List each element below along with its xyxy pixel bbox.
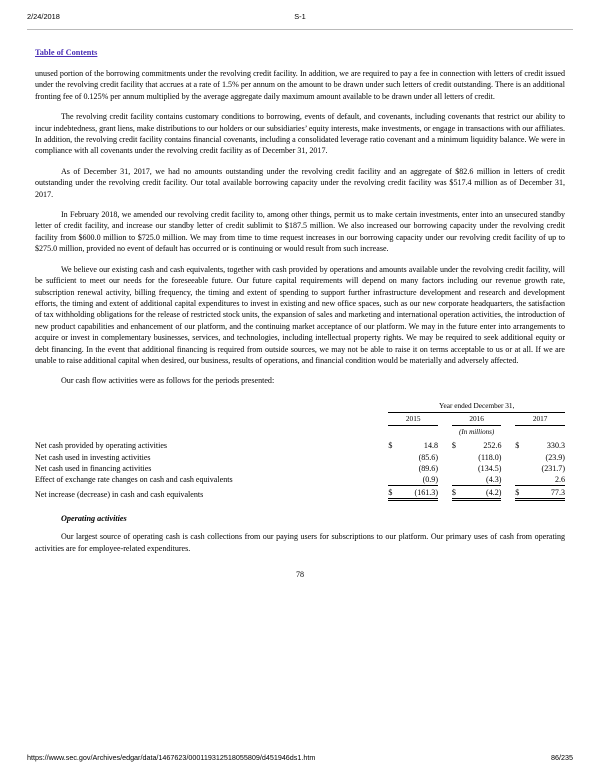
table-group-header-row — [35, 400, 565, 413]
cash-flow-table-body — [35, 440, 565, 500]
total-sym-2015: $ — [388, 486, 398, 500]
table-row — [35, 474, 565, 486]
row-0-val-2016: 252.6 — [483, 441, 502, 451]
row-label: Net cash provided by operating activities — [35, 441, 168, 451]
total-val-2015: (161.3) — [398, 486, 438, 500]
row-2-sym-2015 — [388, 463, 398, 474]
row-1-sym-2017 — [515, 452, 525, 463]
row-0-val-2015: 14.8 — [423, 441, 439, 451]
paragraph-liquidity-outlook: We believe our existing cash and cash equivalents, together with cash provided by operations and amounts available under the revolving credit facility, will be sufficient to meet our needs for the foreseeable future. Our future capital requirements will depend on many factors including our revenue growth rate, subscription renewal activity, billing frequency, the timing and extent of spending to support further infrastructure development and research and development efforts, the timing and extent of additional capital expenditures to invest in existing and new office spaces, such as our new corporate headquarters, the satisfaction of tax withholding obligations for the release of restricted stock units, the expansion of sales and marketing and international operation activities, the introduction of new product capabilities and enhancement of our platform, and the continuing market acceptance of our platform. We may in the future enter into arrangements to acquire or invest in complementary businesses, services, and technologies, including intellectual property rights. We may be required to seek additional equity or debt financing. In the event that additional financing is required from outside sources, we may not be able to raise it on terms acceptable to us or at all. If we are unable to raise additional capital when desired, our business, results of operations, and financial condition would be materially and adversely affected. — [35, 264, 565, 365]
print-header — [0, 12, 600, 26]
print-header-date: 2/24/2018 — [27, 12, 60, 21]
row-1-val-2016: (118.0) — [478, 452, 502, 462]
row-0-sym-2016: $ — [451, 441, 456, 451]
table-row — [35, 440, 565, 451]
paragraph-operating-activities: Our largest source of operating cash is cash collections from our paying users for subscriptions to our platform. Our primary uses of cash from operating activities are for employee-related expenditures. — [35, 532, 565, 553]
row-1-val-2017: (23.9) — [545, 452, 565, 462]
table-total-row — [35, 486, 565, 500]
row-3-val-2016: (4.3) — [486, 474, 502, 484]
row-0-sym-2017: $ — [515, 441, 520, 451]
print-footer-url: https://www.sec.gov/Archives/edgar/data/1467623/000119312518055809/d451946ds1.htm — [27, 753, 316, 762]
row-0-sym-2015: $ — [388, 441, 393, 451]
subsection-heading-operating-activities: Operating activities — [61, 514, 127, 524]
row-3-val-2015: (0.9) — [422, 474, 439, 484]
table-row — [35, 463, 565, 474]
total-sym-2017: $ — [515, 486, 525, 500]
print-footer-page-counter: 86/235 — [551, 753, 573, 762]
paragraph-as-of-december: As of December 31, 2017, we had no amounts outstanding under the revolving credit facility and an aggregate of $82.6 million in letters of credit outstanding under the revolving credit facility. Our total available borrowing capacity under the revolving credit facility was $517.4 million as of December 31, 2017. — [35, 166, 565, 199]
row-2-sym-2016 — [452, 463, 462, 474]
total-val-2017: 77.3 — [525, 486, 565, 500]
document-body — [35, 42, 565, 579]
table-col-2017: 2017 — [515, 412, 565, 425]
table-of-contents-link[interactable]: Table of Contents — [35, 48, 98, 57]
row-label: Net cash used in financing activities — [35, 463, 152, 473]
page-number: 78 — [295, 570, 305, 580]
row-2-val-2015: (89.6) — [418, 463, 439, 473]
total-sym-2016: $ — [452, 486, 462, 500]
paragraph-february-amendment: In February 2018, we amended our revolving credit facility to, among other things, permit us to make certain investments, enter into an unsecured standby letter of credit facility, and increase our standby letter of credit sublimit to $187.5 million. We also increased our borrowing capacity under the revolving credit facility from $600.0 million to $725.0 million. We may from time to time request increases in our borrowing capacity under our revolving credit facility of up to $275.0 million, provided no event of default has occurred or is continuing or would result from such increase. — [35, 210, 565, 254]
cash-flow-table-head — [35, 400, 565, 441]
row-2-val-2017: (231.7) — [541, 463, 565, 473]
row-2-val-2016: (134.5) — [478, 463, 502, 473]
table-group-header: Year ended December 31, — [388, 400, 565, 413]
paragraph-covenants: The revolving credit facility contains customary conditions to borrowing, events of default, and covenants, including covenants that restrict our ability to incur indebtedness, grant liens, make distributions to our holders or our subsidiaries’ equity interests, make investments, or engage in transactions with our affiliates. In addition, the revolving credit facility contains financial covenants, including a consolidated leverage ratio covenant and a minimum liquidity balance. We were in compliance with all covenants under the revolving credit facility as of December 31, 2017. — [35, 112, 566, 156]
total-val-2016: (4.2) — [462, 486, 502, 500]
row-0-val-2017: 330.3 — [546, 441, 565, 451]
header-divider — [27, 29, 573, 30]
paragraph-unused-portion: unused portion of the borrowing commitments under the revolving credit facility. In addition, we are required to pay a fee in connection with letters of credit issued under the revolving credit facility that accrues at a rate of 1.5% per annum on the amount to be drawn under such letters of credit outstanding. There is an additional fronting fee of 0.125% per annum multiplied by the average aggregate daily maximum amount available to be drawn under all letters of credit. — [35, 69, 565, 101]
table-col-2015: 2015 — [388, 412, 438, 425]
print-footer — [0, 753, 600, 767]
row-1-sym-2015 — [388, 452, 398, 463]
row-3-sym-2016 — [452, 474, 462, 486]
paragraph-cash-flow-intro: Our cash flow activities were as follows for the periods presented: — [61, 376, 275, 386]
table-col-2016: 2016 — [452, 412, 502, 425]
row-label: Effect of exchange rate changes on cash and cash equivalents — [35, 475, 233, 485]
row-2-sym-2017 — [515, 463, 525, 474]
cash-flow-table — [35, 400, 565, 502]
cash-flow-table-wrapper — [35, 400, 565, 502]
total-row-label: Net increase (decrease) in cash and cash equivalents — [35, 489, 204, 499]
table-units-row — [35, 426, 565, 441]
table-column-header-row — [35, 412, 565, 425]
table-row — [35, 452, 565, 463]
row-3-sym-2017 — [515, 474, 525, 486]
row-1-sym-2016 — [452, 452, 462, 463]
row-3-val-2017: 2.6 — [554, 474, 565, 484]
row-3-sym-2015 — [388, 474, 398, 486]
print-header-title: S-1 — [294, 12, 306, 21]
table-units-note: (In millions) — [459, 428, 495, 437]
row-1-val-2015: (85.6) — [418, 452, 439, 462]
row-label: Net cash used in investing activities — [35, 452, 151, 462]
